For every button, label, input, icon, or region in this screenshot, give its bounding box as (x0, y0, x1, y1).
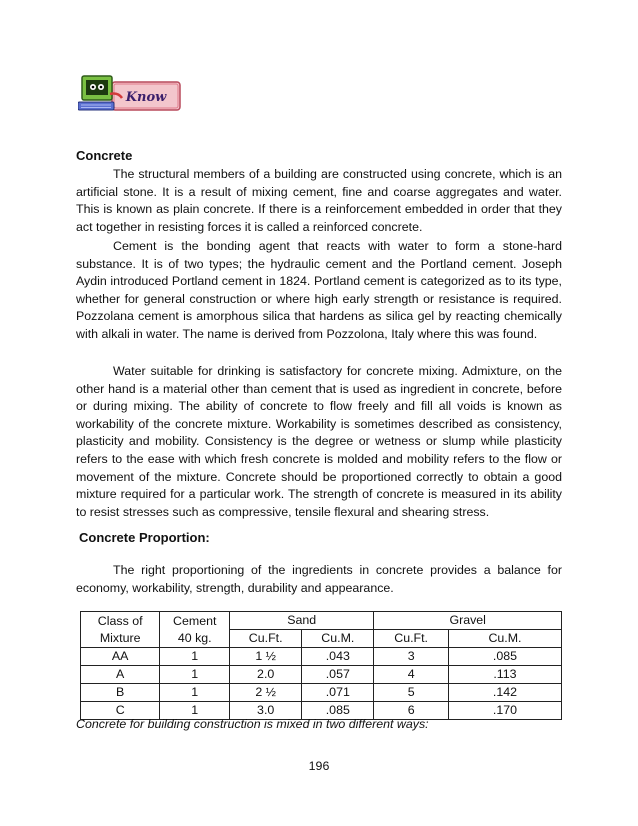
table-cell: .170 (448, 702, 561, 720)
table-cell: 1 (160, 648, 230, 666)
subheader-gravel-cuft: Cu.Ft. (374, 630, 449, 648)
table-cell: 1 (160, 666, 230, 684)
subheader-sand-cuft: Cu.Ft. (230, 630, 302, 648)
logo-text: Know (125, 90, 167, 105)
computer-mascot-icon (78, 74, 182, 114)
table-cell: 3 (374, 648, 449, 666)
table-cell: C (81, 702, 160, 720)
table-cell: .043 (302, 648, 374, 666)
table-row (81, 666, 562, 684)
table-cell: 1 (160, 684, 230, 702)
header-sand: Sand (230, 612, 374, 630)
table-cell: .057 (302, 666, 374, 684)
table-cell: AA (81, 648, 160, 666)
table-cell: B (81, 684, 160, 702)
table-cell: 2.0 (230, 666, 302, 684)
concrete-proportion-table (80, 611, 562, 720)
header-gravel: Gravel (374, 612, 562, 630)
paragraph-concrete-definition: The structural members of a building are constructed using concrete, which is an artificial stone. It is a result of mixing cement, fine and coarse aggregates and water. This is known as plain concrete. If there is a reinforcement embedded in order that they act together in resisting forces it is called a reinforced concrete. (76, 167, 562, 234)
table-row (81, 648, 562, 666)
table-cell: 1 (160, 702, 230, 720)
section-heading-proportion: Concrete Proportion: (79, 530, 210, 545)
table-cell: .085 (302, 702, 374, 720)
page-number: 196 (308, 759, 330, 773)
table-cell: .142 (448, 684, 561, 702)
section-heading-concrete: Concrete (76, 148, 133, 163)
table-cell: 1 ½ (230, 648, 302, 666)
know-logo (78, 74, 182, 114)
table-row (81, 684, 562, 702)
header-cement: Cement (160, 612, 230, 630)
table-cell: 6 (374, 702, 449, 720)
table-cell: .113 (448, 666, 561, 684)
header-class: Class of (81, 612, 160, 630)
subheader-mixture: Mixture (81, 630, 160, 648)
table-cell: 5 (374, 684, 449, 702)
table-cell: 3.0 (230, 702, 302, 720)
table-cell: 2 ½ (230, 684, 302, 702)
table-cell: 4 (374, 666, 449, 684)
paragraph-water-admixture: Water suitable for drinking is satisfactory for concrete mixing. Admixture, on the other hand is a material other than cement that is used as ingredient in concrete, before or during mixing. The ability of concrete to flow freely and fill all voids is known as workability of the concrete mixture. Workability is sometimes described as consistency, plasticity and mobility. Consistency is the degree or wetness or slump while plasticity refers to the ease with which fresh concrete is molded and mobility refers to the flow or movement of the mixture. Concrete should be proportioned correctly to obtain a good mixture required for a particular work. The strength of concrete is measured in its ability to resist stresses such as compressive, tensile flexural and shearing stress. (76, 364, 562, 519)
paragraph-cement: Cement is the bonding agent that reacts with water to form a stone-hard substance. It is of two types; the hydraulic cement and the Portland cement. Joseph Aydin introduced Portland cement in 1824. Portland cement is categorized as to its type, whether for general construction or where high early strength or resistance is required. Pozzolana cement is amorphous silica that hardens as silica gel by reacting chemically with alkali in water. The name is derived from Pozzolona, Italy where this was found. (76, 239, 562, 341)
paragraph-proportion: The right proportioning of the ingredients in concrete provides a balance for economy, workability, strength, durability and appearance. (76, 563, 562, 595)
subheader-cement-unit: 40 kg. (160, 630, 230, 648)
table-cell: .085 (448, 648, 561, 666)
table-subheader-row (81, 630, 562, 648)
subheader-sand-cum: Cu.M. (302, 630, 374, 648)
table-cell: .071 (302, 684, 374, 702)
table-cell: A (81, 666, 160, 684)
table-caption: Concrete for building construction is mixed in two different ways: (76, 717, 429, 731)
subheader-gravel-cum: Cu.M. (448, 630, 561, 648)
table-header-row (81, 612, 562, 630)
